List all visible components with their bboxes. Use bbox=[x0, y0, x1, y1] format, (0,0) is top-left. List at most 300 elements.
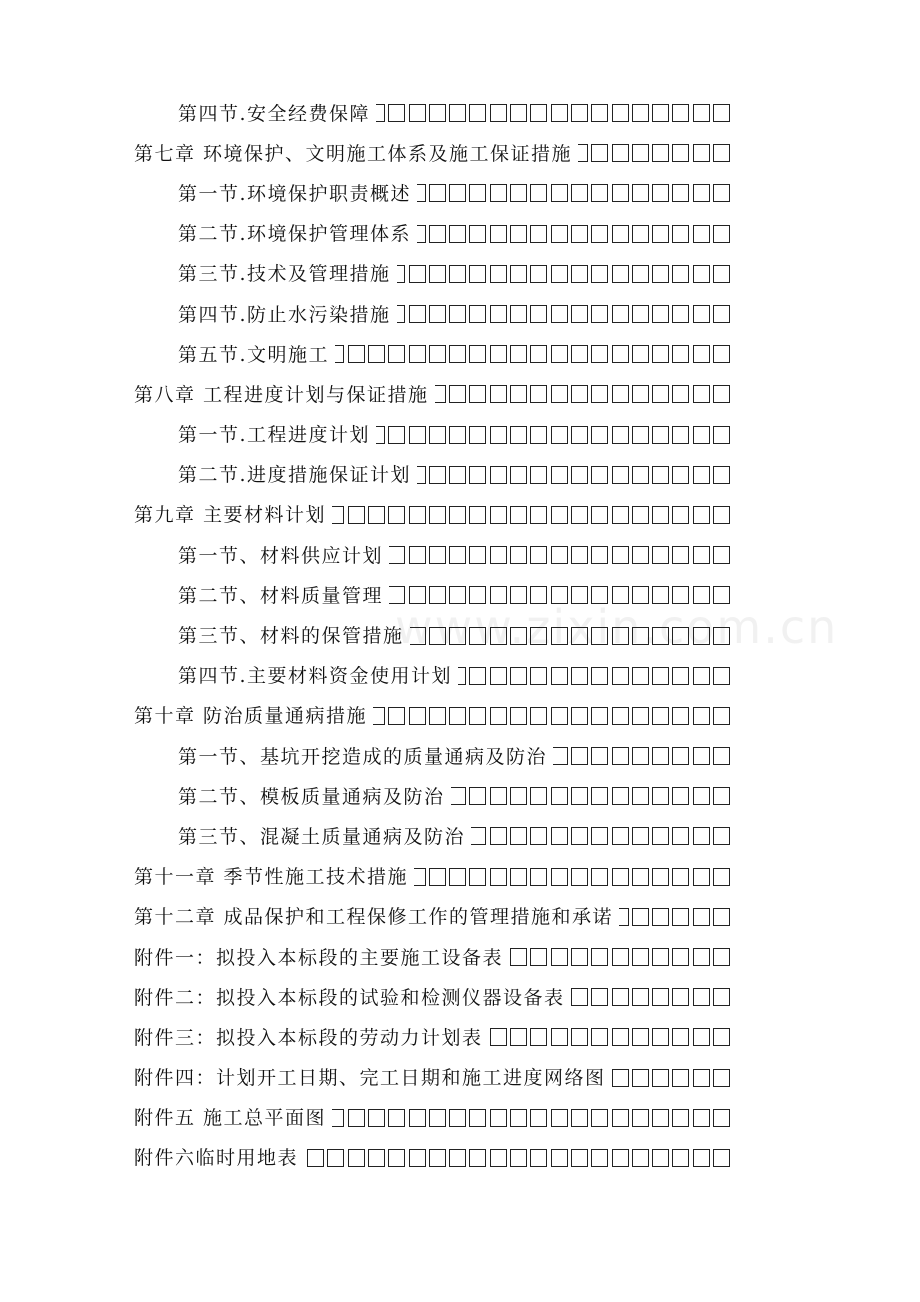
placeholder-box-icon bbox=[368, 345, 385, 363]
placeholder-box-icon bbox=[530, 426, 547, 444]
placeholder-box-icon bbox=[510, 1149, 527, 1167]
placeholder-box-icon bbox=[551, 345, 568, 363]
placeholder-box-icon bbox=[693, 667, 710, 685]
placeholder-box-icon bbox=[490, 506, 507, 524]
placeholder-box-icon bbox=[571, 104, 588, 122]
placeholder-box-icon bbox=[612, 265, 629, 283]
placeholder-box-icon bbox=[571, 506, 588, 524]
placeholder-box-icon bbox=[672, 506, 689, 524]
placeholder-box-icon bbox=[449, 868, 466, 886]
placeholder-box-icon bbox=[591, 345, 608, 363]
placeholder-box-icon bbox=[591, 305, 608, 323]
placeholder-box-icon bbox=[530, 305, 547, 323]
placeholder-box-icon bbox=[632, 667, 649, 685]
toc-entry[interactable] bbox=[0, 132, 920, 172]
placeholder-box-icon bbox=[672, 586, 689, 604]
placeholder-box-icon bbox=[510, 225, 527, 243]
placeholder-box-icon bbox=[591, 426, 608, 444]
placeholder-box-icon bbox=[591, 586, 608, 604]
placeholder-box-icon bbox=[612, 546, 629, 564]
placeholder-box-icon bbox=[571, 667, 588, 685]
placeholder-box-icon bbox=[591, 466, 608, 484]
placeholder-box-icon bbox=[713, 426, 730, 444]
toc-leader-boxes bbox=[417, 180, 730, 204]
toc-entry[interactable] bbox=[0, 856, 920, 896]
placeholder-box-icon bbox=[410, 627, 426, 645]
placeholder-box-icon bbox=[632, 225, 649, 243]
placeholder-box-icon bbox=[632, 1109, 649, 1127]
toc-entry-title: 附件一：拟投入本标段的主要施工设备表 bbox=[134, 946, 504, 969]
placeholder-box-icon bbox=[672, 225, 689, 243]
placeholder-box-icon bbox=[469, 305, 486, 323]
placeholder-box-icon bbox=[469, 225, 486, 243]
placeholder-box-icon bbox=[693, 707, 710, 725]
placeholder-box-icon bbox=[632, 265, 649, 283]
placeholder-box-icon bbox=[713, 546, 730, 564]
placeholder-box-icon bbox=[490, 426, 507, 444]
placeholder-box-icon bbox=[551, 506, 568, 524]
placeholder-box-icon bbox=[449, 627, 466, 645]
toc-entry-title: 第一节.环境保护职责概述 bbox=[178, 182, 412, 205]
placeholder-box-icon bbox=[632, 144, 649, 162]
placeholder-box-icon bbox=[591, 787, 608, 805]
toc-entry[interactable] bbox=[0, 976, 920, 1016]
placeholder-box-icon bbox=[612, 868, 629, 886]
placeholder-box-icon bbox=[693, 787, 710, 805]
placeholder-box-icon bbox=[672, 1149, 689, 1167]
placeholder-box-icon bbox=[591, 1109, 608, 1127]
placeholder-box-icon bbox=[693, 868, 710, 886]
placeholder-box-icon bbox=[672, 345, 689, 363]
placeholder-box-icon bbox=[632, 506, 649, 524]
placeholder-box-icon bbox=[652, 747, 669, 765]
placeholder-box-icon bbox=[632, 104, 649, 122]
placeholder-box-icon bbox=[612, 827, 629, 845]
placeholder-box-icon bbox=[368, 1149, 385, 1167]
placeholder-box-icon bbox=[469, 265, 486, 283]
toc-entry-title: 第十一章 季节性施工技术措施 bbox=[134, 866, 409, 889]
placeholder-box-icon bbox=[388, 345, 405, 363]
placeholder-box-icon bbox=[530, 225, 547, 243]
placeholder-box-icon bbox=[672, 305, 689, 323]
placeholder-box-icon bbox=[693, 506, 710, 524]
placeholder-box-icon bbox=[490, 827, 507, 845]
toc-entry[interactable] bbox=[0, 1016, 920, 1056]
toc-entry[interactable] bbox=[0, 936, 920, 976]
placeholder-box-icon bbox=[591, 948, 608, 966]
placeholder-box-icon bbox=[490, 627, 507, 645]
placeholder-box-icon bbox=[510, 466, 527, 484]
placeholder-box-icon bbox=[591, 225, 608, 243]
placeholder-box-icon bbox=[469, 707, 486, 725]
placeholder-box-icon bbox=[417, 466, 426, 484]
placeholder-box-icon bbox=[713, 144, 730, 162]
toc-entry[interactable] bbox=[0, 213, 920, 253]
placeholder-box-icon bbox=[510, 265, 527, 283]
placeholder-box-icon bbox=[672, 988, 689, 1006]
placeholder-box-icon bbox=[429, 506, 446, 524]
placeholder-box-icon bbox=[693, 586, 710, 604]
placeholder-box-icon bbox=[388, 506, 405, 524]
toc-entry-title: 第二节.环境保护管理体系 bbox=[178, 223, 412, 246]
placeholder-box-icon bbox=[571, 787, 588, 805]
placeholder-box-icon bbox=[652, 1109, 669, 1127]
placeholder-box-icon bbox=[571, 827, 588, 845]
placeholder-box-icon bbox=[591, 667, 608, 685]
placeholder-box-icon bbox=[490, 1149, 507, 1167]
placeholder-box-icon bbox=[612, 667, 629, 685]
placeholder-box-icon bbox=[591, 747, 608, 765]
toc-entry[interactable] bbox=[0, 1057, 920, 1097]
placeholder-box-icon bbox=[652, 868, 669, 886]
toc-entry[interactable] bbox=[0, 896, 920, 936]
placeholder-box-icon bbox=[591, 385, 608, 403]
placeholder-box-icon bbox=[530, 466, 547, 484]
placeholder-box-icon bbox=[612, 144, 629, 162]
toc-entry-title: 第三节.技术及管理措施 bbox=[178, 263, 391, 286]
placeholder-box-icon bbox=[471, 827, 486, 845]
placeholder-box-icon bbox=[397, 265, 406, 283]
placeholder-box-icon bbox=[429, 586, 446, 604]
placeholder-box-icon bbox=[612, 1069, 629, 1087]
placeholder-box-icon bbox=[530, 1109, 547, 1127]
placeholder-box-icon bbox=[571, 385, 588, 403]
toc-leader-boxes bbox=[435, 381, 730, 405]
placeholder-box-icon bbox=[591, 546, 608, 564]
placeholder-box-icon bbox=[619, 908, 628, 926]
placeholder-box-icon bbox=[713, 667, 730, 685]
toc-entry[interactable] bbox=[0, 775, 920, 815]
toc-entry-title: 第八章 工程进度计划与保证措施 bbox=[134, 383, 429, 406]
placeholder-box-icon bbox=[693, 265, 710, 283]
placeholder-box-icon bbox=[672, 144, 689, 162]
toc-leader-boxes bbox=[553, 743, 730, 767]
placeholder-box-icon bbox=[409, 265, 426, 283]
toc-leader-boxes bbox=[578, 140, 730, 164]
placeholder-box-icon bbox=[530, 627, 547, 645]
toc-entry[interactable] bbox=[0, 373, 920, 413]
placeholder-box-icon bbox=[490, 868, 507, 886]
placeholder-box-icon bbox=[672, 908, 689, 926]
placeholder-box-icon bbox=[632, 707, 649, 725]
placeholder-box-icon bbox=[672, 948, 689, 966]
placeholder-box-icon bbox=[368, 1109, 385, 1127]
watermark: www.zixin.com.cn bbox=[395, 600, 839, 654]
placeholder-box-icon bbox=[612, 627, 629, 645]
placeholder-box-icon bbox=[449, 1109, 466, 1127]
placeholder-box-icon bbox=[571, 265, 588, 283]
placeholder-box-icon bbox=[449, 385, 466, 403]
toc-leader-boxes bbox=[376, 100, 730, 124]
placeholder-box-icon bbox=[449, 345, 466, 363]
placeholder-box-icon bbox=[469, 506, 486, 524]
toc-entry[interactable] bbox=[0, 333, 920, 373]
placeholder-box-icon bbox=[713, 385, 730, 403]
placeholder-box-icon bbox=[469, 466, 486, 484]
placeholder-box-icon bbox=[632, 747, 649, 765]
toc-entry[interactable] bbox=[0, 815, 920, 855]
placeholder-box-icon bbox=[612, 1109, 629, 1127]
toc-entry-title: 附件三：拟投入本标段的劳动力计划表 bbox=[134, 1026, 483, 1049]
toc-entry[interactable] bbox=[0, 92, 920, 132]
toc-leader-boxes bbox=[332, 1105, 730, 1129]
placeholder-box-icon bbox=[551, 426, 568, 444]
placeholder-box-icon bbox=[693, 426, 710, 444]
placeholder-box-icon bbox=[490, 667, 507, 685]
placeholder-box-icon bbox=[530, 667, 547, 685]
placeholder-box-icon bbox=[490, 586, 507, 604]
toc-leader-boxes bbox=[571, 984, 730, 1008]
placeholder-box-icon bbox=[591, 144, 608, 162]
placeholder-box-icon bbox=[530, 506, 547, 524]
placeholder-box-icon bbox=[449, 466, 466, 484]
placeholder-box-icon bbox=[510, 426, 527, 444]
placeholder-box-icon bbox=[713, 104, 730, 122]
toc-leader-boxes bbox=[612, 1065, 730, 1089]
toc-entry[interactable] bbox=[0, 454, 920, 494]
placeholder-box-icon bbox=[388, 104, 405, 122]
placeholder-box-icon bbox=[612, 345, 629, 363]
placeholder-box-icon bbox=[490, 104, 507, 122]
toc-leader-boxes bbox=[451, 783, 730, 807]
placeholder-box-icon bbox=[612, 988, 629, 1006]
placeholder-box-icon bbox=[409, 104, 426, 122]
placeholder-box-icon bbox=[672, 104, 689, 122]
placeholder-box-icon bbox=[368, 506, 385, 524]
placeholder-box-icon bbox=[510, 305, 527, 323]
placeholder-box-icon bbox=[435, 385, 446, 403]
toc-entry[interactable] bbox=[0, 614, 920, 654]
placeholder-box-icon bbox=[571, 305, 588, 323]
toc-entry[interactable] bbox=[0, 253, 920, 293]
toc-entry-title: 第十章 防治质量通病措施 bbox=[134, 705, 368, 728]
placeholder-box-icon bbox=[490, 345, 507, 363]
placeholder-box-icon bbox=[490, 546, 507, 564]
toc-entry[interactable] bbox=[0, 735, 920, 775]
placeholder-box-icon bbox=[713, 948, 730, 966]
placeholder-box-icon bbox=[429, 225, 446, 243]
placeholder-box-icon bbox=[693, 466, 710, 484]
toc-entry-title: 第一节、基坑开挖造成的质量通病及防治 bbox=[178, 745, 548, 768]
placeholder-box-icon bbox=[672, 426, 689, 444]
placeholder-box-icon bbox=[490, 265, 507, 283]
placeholder-box-icon bbox=[652, 827, 669, 845]
placeholder-box-icon bbox=[417, 225, 426, 243]
placeholder-box-icon bbox=[469, 385, 486, 403]
placeholder-box-icon bbox=[348, 1109, 365, 1127]
placeholder-box-icon bbox=[449, 546, 466, 564]
toc-entry[interactable] bbox=[0, 172, 920, 212]
toc-entry[interactable] bbox=[0, 534, 920, 574]
toc-entry-title: 第二节、材料质量管理 bbox=[178, 584, 384, 607]
placeholder-box-icon bbox=[429, 627, 446, 645]
placeholder-box-icon bbox=[551, 787, 568, 805]
placeholder-box-icon bbox=[578, 144, 588, 162]
placeholder-box-icon bbox=[409, 305, 426, 323]
placeholder-box-icon bbox=[530, 184, 547, 202]
toc-leader-boxes bbox=[304, 1145, 730, 1169]
placeholder-box-icon bbox=[429, 305, 446, 323]
toc-entry[interactable] bbox=[0, 494, 920, 534]
toc-entry[interactable] bbox=[0, 1137, 920, 1177]
placeholder-box-icon bbox=[449, 707, 466, 725]
placeholder-box-icon bbox=[510, 546, 527, 564]
placeholder-box-icon bbox=[632, 466, 649, 484]
toc-entry-title: 第五节.文明施工 bbox=[178, 343, 330, 366]
toc-entry[interactable] bbox=[0, 695, 920, 735]
placeholder-box-icon bbox=[652, 627, 669, 645]
placeholder-box-icon bbox=[571, 948, 588, 966]
placeholder-box-icon bbox=[530, 1028, 547, 1046]
placeholder-box-icon bbox=[409, 707, 426, 725]
toc-entry[interactable] bbox=[0, 574, 920, 614]
placeholder-box-icon bbox=[571, 546, 588, 564]
placeholder-box-icon bbox=[490, 1109, 507, 1127]
placeholder-box-icon bbox=[409, 1109, 426, 1127]
placeholder-box-icon bbox=[551, 265, 568, 283]
placeholder-box-icon bbox=[612, 586, 629, 604]
placeholder-box-icon bbox=[449, 104, 466, 122]
placeholder-box-icon bbox=[571, 1109, 588, 1127]
placeholder-box-icon bbox=[693, 988, 710, 1006]
placeholder-box-icon bbox=[713, 184, 730, 202]
placeholder-box-icon bbox=[612, 466, 629, 484]
placeholder-box-icon bbox=[490, 1028, 507, 1046]
toc-leader-boxes bbox=[389, 582, 730, 606]
placeholder-box-icon bbox=[713, 345, 730, 363]
placeholder-box-icon bbox=[693, 827, 710, 845]
placeholder-box-icon bbox=[429, 546, 446, 564]
placeholder-box-icon bbox=[571, 747, 588, 765]
placeholder-box-icon bbox=[632, 627, 649, 645]
placeholder-box-icon bbox=[652, 184, 669, 202]
placeholder-box-icon bbox=[429, 345, 446, 363]
placeholder-box-icon bbox=[551, 627, 568, 645]
toc-entry-title: 第四节.防止水污染措施 bbox=[178, 303, 391, 326]
placeholder-box-icon bbox=[672, 1028, 689, 1046]
placeholder-box-icon bbox=[551, 385, 568, 403]
placeholder-box-icon bbox=[530, 1149, 547, 1167]
placeholder-box-icon bbox=[652, 345, 669, 363]
placeholder-box-icon bbox=[612, 506, 629, 524]
placeholder-box-icon bbox=[652, 988, 669, 1006]
placeholder-box-icon bbox=[510, 506, 527, 524]
placeholder-box-icon bbox=[612, 948, 629, 966]
placeholder-box-icon bbox=[713, 586, 730, 604]
placeholder-box-icon bbox=[693, 184, 710, 202]
placeholder-box-icon bbox=[632, 868, 649, 886]
placeholder-box-icon bbox=[591, 868, 608, 886]
placeholder-box-icon bbox=[652, 948, 669, 966]
placeholder-box-icon bbox=[458, 667, 466, 685]
toc-leader-boxes bbox=[471, 823, 730, 847]
placeholder-box-icon bbox=[530, 385, 547, 403]
placeholder-box-icon bbox=[409, 345, 426, 363]
placeholder-box-icon bbox=[469, 868, 486, 886]
placeholder-box-icon bbox=[551, 1109, 568, 1127]
placeholder-box-icon bbox=[429, 868, 446, 886]
toc-entry-title: 第九章 主要材料计划 bbox=[134, 504, 327, 527]
placeholder-box-icon bbox=[530, 707, 547, 725]
placeholder-box-icon bbox=[307, 1149, 324, 1167]
placeholder-box-icon bbox=[632, 184, 649, 202]
placeholder-box-icon bbox=[571, 627, 588, 645]
placeholder-box-icon bbox=[469, 627, 486, 645]
placeholder-box-icon bbox=[553, 747, 568, 765]
toc-leader-boxes bbox=[389, 542, 730, 566]
placeholder-box-icon bbox=[510, 1028, 527, 1046]
placeholder-box-icon bbox=[551, 827, 568, 845]
placeholder-box-icon bbox=[713, 1069, 730, 1087]
placeholder-box-icon bbox=[389, 546, 405, 564]
placeholder-box-icon bbox=[571, 426, 588, 444]
placeholder-box-icon bbox=[652, 586, 669, 604]
placeholder-box-icon bbox=[571, 1149, 588, 1167]
toc-entry[interactable] bbox=[0, 414, 920, 454]
placeholder-box-icon bbox=[713, 225, 730, 243]
placeholder-box-icon bbox=[510, 627, 527, 645]
placeholder-box-icon bbox=[490, 225, 507, 243]
placeholder-box-icon bbox=[510, 104, 527, 122]
placeholder-box-icon bbox=[652, 265, 669, 283]
placeholder-box-icon bbox=[429, 1149, 446, 1167]
placeholder-box-icon bbox=[652, 787, 669, 805]
toc-entry[interactable] bbox=[0, 1097, 920, 1137]
placeholder-box-icon bbox=[388, 1109, 405, 1127]
placeholder-box-icon bbox=[397, 305, 406, 323]
placeholder-box-icon bbox=[490, 305, 507, 323]
placeholder-box-icon bbox=[429, 104, 446, 122]
placeholder-box-icon bbox=[469, 667, 486, 685]
placeholder-box-icon bbox=[612, 426, 629, 444]
toc-leader-boxes bbox=[414, 864, 730, 888]
placeholder-box-icon bbox=[409, 1149, 426, 1167]
placeholder-box-icon bbox=[510, 1109, 527, 1127]
placeholder-box-icon bbox=[388, 707, 405, 725]
placeholder-box-icon bbox=[632, 546, 649, 564]
placeholder-box-icon bbox=[551, 707, 568, 725]
toc-entry[interactable] bbox=[0, 293, 920, 333]
placeholder-box-icon bbox=[693, 1149, 710, 1167]
placeholder-box-icon bbox=[376, 426, 385, 444]
placeholder-box-icon bbox=[713, 827, 730, 845]
placeholder-box-icon bbox=[693, 546, 710, 564]
placeholder-box-icon bbox=[591, 988, 608, 1006]
placeholder-box-icon bbox=[693, 948, 710, 966]
placeholder-box-icon bbox=[449, 426, 466, 444]
placeholder-box-icon bbox=[612, 385, 629, 403]
placeholder-box-icon bbox=[632, 948, 649, 966]
placeholder-box-icon bbox=[693, 1109, 710, 1127]
placeholder-box-icon bbox=[449, 225, 466, 243]
placeholder-box-icon bbox=[693, 225, 710, 243]
placeholder-box-icon bbox=[693, 144, 710, 162]
placeholder-box-icon bbox=[571, 586, 588, 604]
toc-entry-title: 第二节.进度措施保证计划 bbox=[178, 464, 412, 487]
placeholder-box-icon bbox=[632, 908, 649, 926]
toc-entry[interactable] bbox=[0, 655, 920, 695]
placeholder-box-icon bbox=[652, 104, 669, 122]
placeholder-box-icon bbox=[652, 908, 669, 926]
placeholder-box-icon bbox=[449, 1149, 466, 1167]
placeholder-box-icon bbox=[417, 184, 426, 202]
placeholder-box-icon bbox=[510, 385, 527, 403]
placeholder-box-icon bbox=[388, 426, 405, 444]
toc-leader-boxes bbox=[335, 341, 730, 365]
placeholder-box-icon bbox=[612, 225, 629, 243]
placeholder-box-icon bbox=[571, 707, 588, 725]
placeholder-box-icon bbox=[713, 305, 730, 323]
